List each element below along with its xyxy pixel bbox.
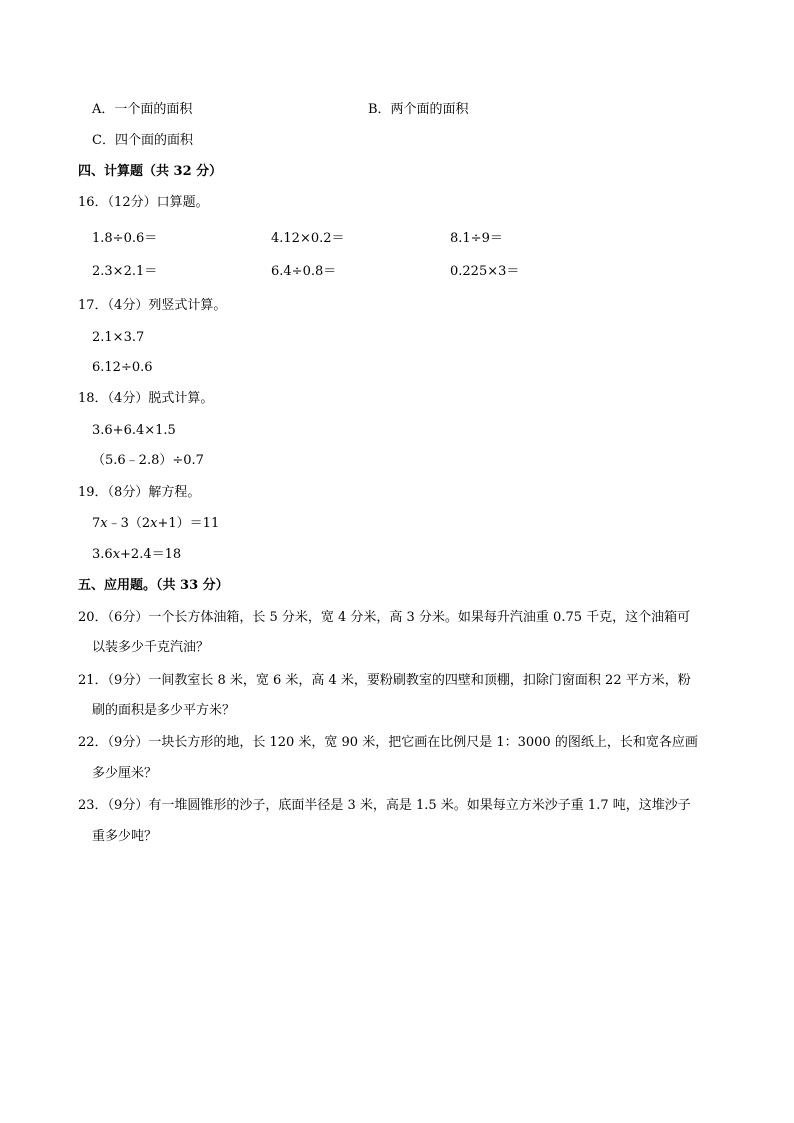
eq1-part-c: +1）＝11 xyxy=(157,516,220,531)
q16-item-2: 4.12×0.2＝ xyxy=(271,231,345,246)
question-23-line-2: 重多少吨？ xyxy=(92,829,158,844)
q17-item-1: 2.1×3.7 xyxy=(92,330,145,345)
question-18-stem: 18．（4分）脱式计算。 xyxy=(78,391,214,406)
question-20-line-1: 20．（6分）一个长方体油箱，长 5 分米，宽 4 分米，高 3 分米。如果每升汽油重 0.75 千克，这个油箱可 xyxy=(78,610,691,625)
question-21-line-2: 刷的面积是多少平方米？ xyxy=(92,703,236,718)
question-19-stem: 19．（8分）解方程。 xyxy=(78,485,201,500)
section-title-calculation: 四、计算题（共 32 分） xyxy=(78,164,223,179)
eq2-part-b: +2.4＝18 xyxy=(120,547,182,562)
question-20-line-2: 以装多少千克汽油？ xyxy=(92,640,210,655)
option-a: A．一个面的面积 xyxy=(92,102,193,117)
q18-item-1: 3.6+6.4×1.5 xyxy=(92,423,176,438)
question-23-line-1: 23．（9分）有一堆圆锥形的沙子，底面半径是 3 米，高是 1.5 米。如果每立方米沙子重 1.7 吨，这堆沙子 xyxy=(78,798,691,813)
eq1-var-1: x xyxy=(100,516,108,531)
section-title-application: 五、应用题。（共 33 分） xyxy=(78,578,229,593)
q16-item-5: 6.4÷0.8＝ xyxy=(271,264,337,279)
q16-item-3: 8.1÷9＝ xyxy=(450,231,503,246)
question-22-line-2: 多少厘米？ xyxy=(92,766,158,781)
q16-item-4: 2.3×2.1＝ xyxy=(92,264,158,279)
q16-item-1: 1.8÷0.6＝ xyxy=(92,231,158,246)
q17-item-2: 6.12÷0.6 xyxy=(92,360,153,375)
question-21-line-1: 21．（9分）一间教室长 8 米，宽 6 米，高 4 米，要粉刷教室的四壁和顶棚，扣除门窗面积 22 平方米，粉 xyxy=(78,673,691,688)
q19-equation-1 xyxy=(92,515,219,533)
option-b: B．两个面的面积 xyxy=(368,102,469,117)
eq2-part-a: 3.6 xyxy=(92,547,113,562)
eq1-part-a: 7 xyxy=(92,516,101,531)
question-16-stem: 16．（12分）口算题。 xyxy=(78,195,209,210)
eq2-var-1: x xyxy=(112,547,121,562)
question-17-stem: 17．（4分）列竖式计算。 xyxy=(78,298,227,313)
eq1-var-2: x xyxy=(150,516,158,531)
question-22-line-1: 22．（9分）一块长方形的地，长 120 米，宽 90 米，把它画在比例尺是 1：3000 的图纸上，长和宽各应画 xyxy=(78,735,698,750)
eq1-part-b: ﹣3（2 xyxy=(107,516,151,531)
q19-equation-2 xyxy=(92,546,181,564)
q16-item-6: 0.225×3＝ xyxy=(450,264,520,279)
option-c: C．四个面的面积 xyxy=(92,133,193,148)
q18-item-2: （5.6﹣2.8）÷0.7 xyxy=(92,453,204,468)
